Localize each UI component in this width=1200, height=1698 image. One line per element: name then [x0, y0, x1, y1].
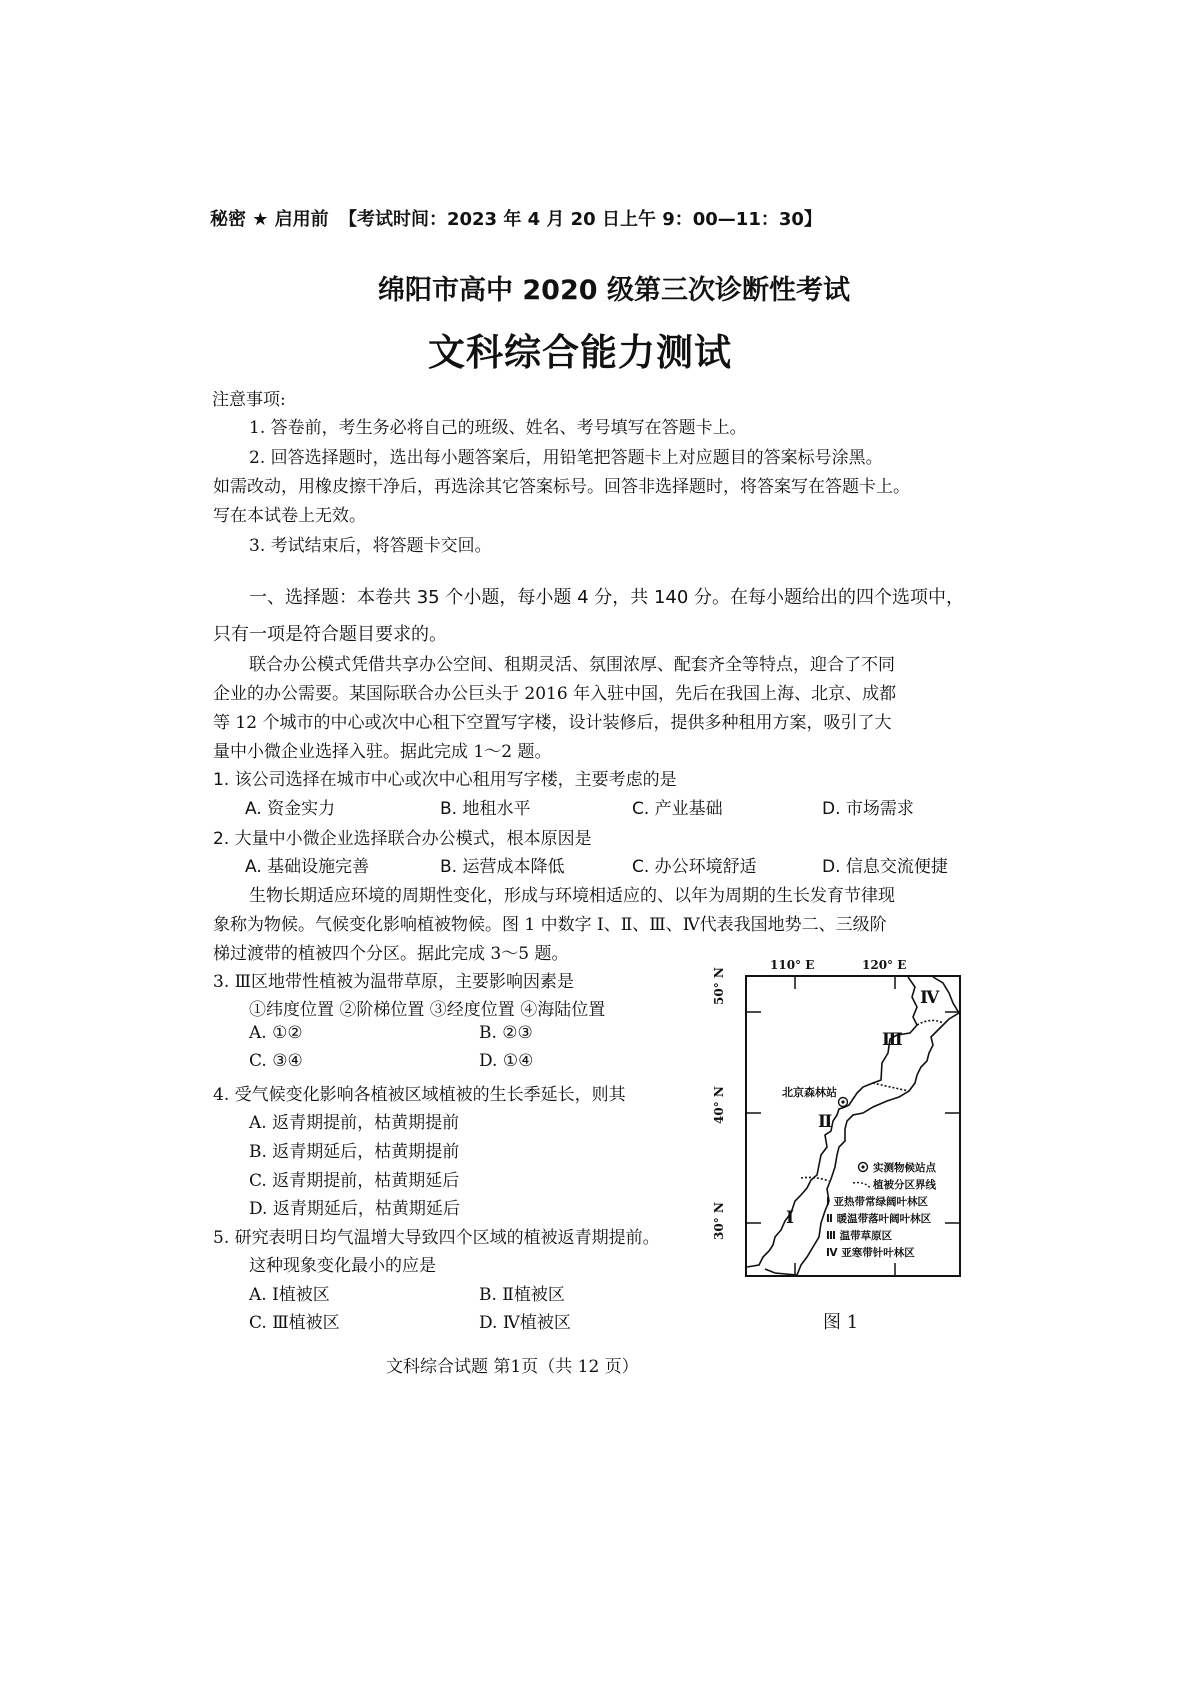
page-footer: 文科综合试题 第1页（共 12 页）: [386, 1357, 639, 1377]
question-1-stem: 1. 该公司选择在城市中心或次中心租用写字楼，主要考虑的是: [213, 770, 677, 790]
lon-label-120: 120° E: [862, 958, 907, 972]
region-label-iv: Ⅳ: [920, 988, 940, 1008]
question-1-option-b[interactable]: B. 地租水平: [440, 799, 531, 819]
notice-item-1: 1. 答卷前，考生务必将自己的班级、姓名、考号填写在答题卡上。: [249, 418, 747, 438]
legend-zone-iv: Ⅳ 亚寒带针叶林区: [826, 1247, 915, 1259]
section-heading: 一、选择题：本卷共 35 个小题，每小题 4 分，共 140 分。在每小题给出的四个选项中，: [249, 587, 965, 608]
passage2-line: 梯过渡带的植被四个分区。据此完成 3～5 题。: [213, 944, 569, 964]
legend-station: 实测物候站点: [873, 1162, 936, 1174]
passage1-line: 企业的办公需要。某国际联合办公巨头于 2016 年入驻中国，先后在我国上海、北京、成都: [213, 684, 897, 704]
station-marker-dot: [841, 1100, 844, 1103]
notice-item-2: 2. 回答选择题时，选出每小题答案后，用铅笔把答题卡上对应题目的答案标号涂黑。: [249, 448, 883, 468]
region-label-iii: Ⅲ: [882, 1030, 903, 1050]
question-4-stem: 4. 受气候变化影响各植被区域植被的生长季延长，则其: [213, 1085, 626, 1105]
question-2-option-a[interactable]: A. 基础设施完善: [245, 857, 370, 877]
notice-item-2-cont: 如需改动，用橡皮擦干净后，再选涂其它答案标号。回答非选择题时，将答案写在答题卡上。: [213, 477, 910, 497]
exam-subtitle: 绵阳市高中 2020 级第三次诊断性考试: [378, 275, 850, 306]
question-2-stem: 2. 大量中小微企业选择联合办公模式，根本原因是: [213, 829, 592, 849]
question-3-option-b[interactable]: B. ②③: [479, 1023, 533, 1043]
question-5-option-d[interactable]: D. Ⅳ植被区: [479, 1313, 571, 1333]
question-1-option-a[interactable]: A. 资金实力: [245, 799, 336, 819]
zone-boundary-iii-ii: [873, 1083, 909, 1091]
legend-zone-ii: Ⅱ 暖温带落叶阔叶林区: [826, 1213, 932, 1225]
question-5-stem-cont: 这种现象变化最小的应是: [249, 1256, 436, 1276]
question-4-option-b[interactable]: B. 返青期延后，枯黄期提前: [249, 1142, 460, 1162]
lat-label-30: 30° N: [712, 1202, 726, 1240]
confidential-text: 秘密 ★ 启用前: [210, 209, 329, 230]
question-4-option-a[interactable]: A. 返青期提前，枯黄期提前: [249, 1113, 460, 1133]
region-label-ii: Ⅱ: [818, 1112, 833, 1132]
question-3-option-c[interactable]: C. ③④: [249, 1051, 303, 1071]
question-2-option-b[interactable]: B. 运营成本降低: [440, 857, 565, 877]
confidential-label: [210, 205, 822, 231]
question-2-option-d[interactable]: D. 信息交流便捷: [822, 857, 948, 877]
passage1-line: 量中小微企业选择入驻。据此完成 1～2 题。: [213, 742, 552, 762]
notice-item-3: 3. 考试结束后，将答题卡交回。: [249, 536, 492, 556]
legend-zone-i: Ⅰ 亚热带常绿阔叶林区: [826, 1196, 929, 1208]
question-5-option-c[interactable]: C. Ⅲ植被区: [249, 1313, 340, 1333]
question-2-option-c[interactable]: C. 办公环境舒适: [632, 857, 757, 877]
question-5-stem: 5. 研究表明日均气温增大导致四个区域的植被返青期提前。: [213, 1228, 660, 1248]
legend-boundary-icon: [853, 1183, 871, 1189]
question-3-factors: ①纬度位置 ②阶梯位置 ③经度位置 ④海陆位置: [249, 1000, 606, 1020]
section-heading-cont: 只有一项是符合题目要求的。: [213, 624, 447, 645]
region-label-i: Ⅰ: [786, 1208, 794, 1228]
exam-time: 【考试时间：2023 年 4 月 20 日上午 9：00—11：30】: [338, 209, 822, 230]
notice-item-2-cont2: 写在本试卷上无效。: [213, 506, 366, 526]
exam-title: 文科综合能力测试: [428, 331, 732, 374]
question-5-option-b[interactable]: B. Ⅱ植被区: [479, 1285, 565, 1305]
question-3-option-a[interactable]: A. ①②: [249, 1023, 303, 1043]
legend-zone-iii: Ⅲ 温带草原区: [826, 1230, 893, 1242]
question-1-option-d[interactable]: D. 市场需求: [822, 799, 914, 819]
question-4-option-c[interactable]: C. 返青期提前，枯黄期延后: [249, 1171, 460, 1191]
lat-label-40: 40° N: [712, 1086, 726, 1124]
lon-label-110: 110° E: [770, 958, 815, 972]
passage2-line: 象称为物候。气候变化影响植被物候。图 1 中数字 Ⅰ、Ⅱ、Ⅲ、Ⅳ代表我国地势二、三级阶: [213, 915, 887, 935]
station-label: 北京森林站: [782, 1086, 837, 1099]
passage1-line: 联合办公模式凭借共享办公空间、租期灵活、氛围浓厚、配套齐全等特点，迎合了不同: [249, 655, 895, 675]
figure-1-caption: 图 1: [823, 1312, 859, 1333]
question-3-option-d[interactable]: D. ①④: [479, 1051, 534, 1071]
question-5-option-a[interactable]: A. Ⅰ植被区: [249, 1285, 330, 1305]
question-1-option-c[interactable]: C. 产业基础: [632, 799, 723, 819]
zone-boundary-ii-i: [801, 1177, 829, 1181]
question-3-stem: 3. Ⅲ区地带性植被为温带草原，主要影响因素是: [213, 972, 575, 992]
passage2-line: 生物长期适应环境的周期性变化，形成与环境相适应的、以年为周期的生长发育节律现: [249, 886, 895, 906]
lat-label-50: 50° N: [712, 967, 726, 1005]
zone-boundary-iv-iii: [917, 1020, 943, 1025]
notice-heading: 注意事项:: [212, 390, 286, 410]
legend-boundary: 植被分区界线: [873, 1179, 936, 1191]
passage1-line: 等 12 个城市的中心或次中心租下空置写字楼，设计装修后，提供多种租用方案，吸引了大: [213, 713, 892, 733]
question-4-option-d[interactable]: D. 返青期延后，枯黄期延后: [249, 1199, 460, 1219]
